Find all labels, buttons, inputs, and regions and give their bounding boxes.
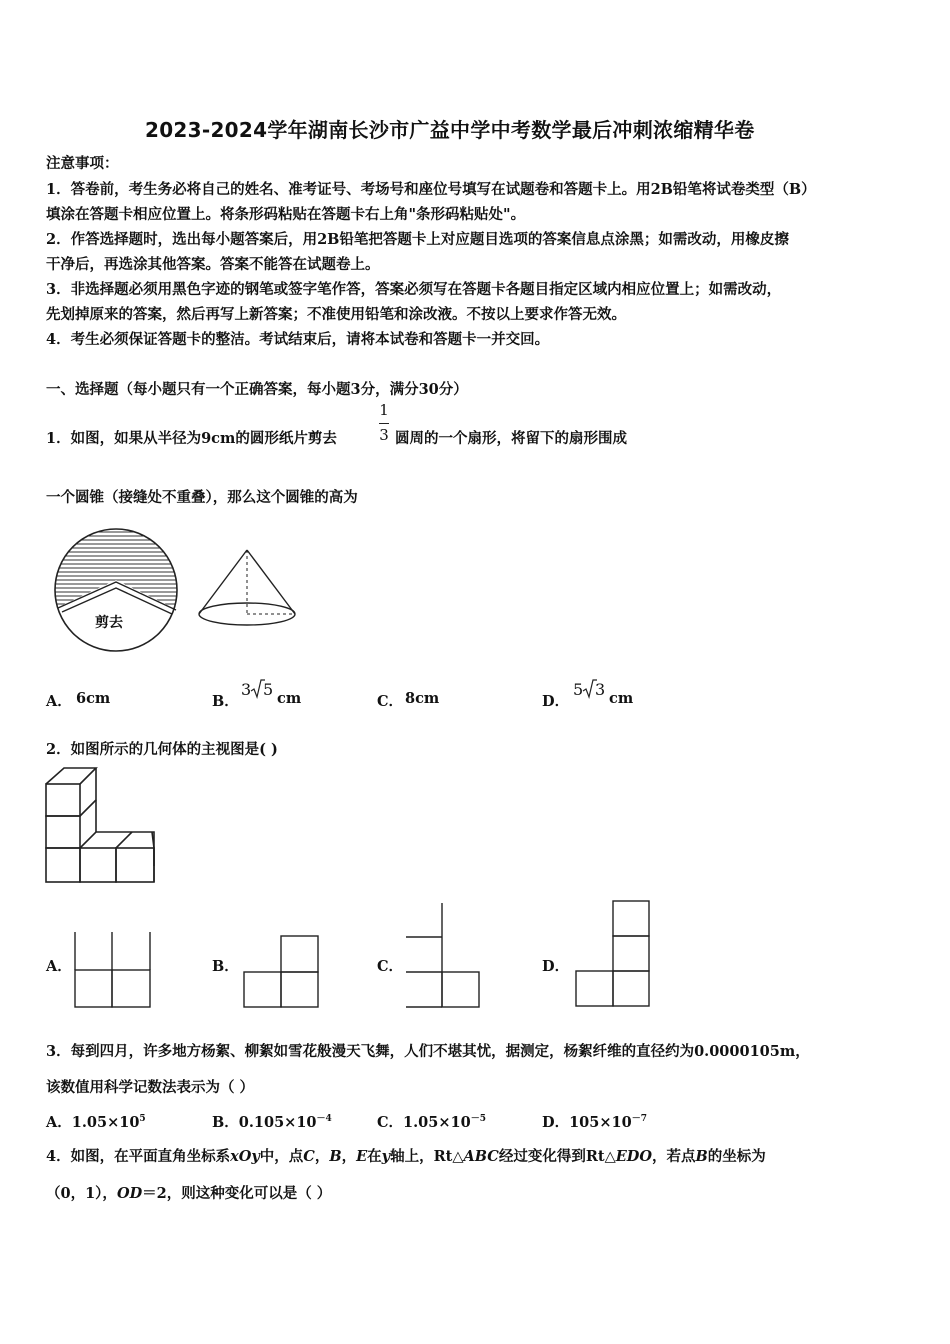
q1-option-b-coef: 3 [241,680,252,699]
q1-cut-label: 剪去 [95,615,123,631]
q3-option-a-base: 1.05×10 [71,1114,140,1131]
notice-line: 填涂在答题卡相应位置上。将条形码粘贴在答题卡右上角"条形码粘贴处"。 [46,206,526,223]
q2-option-a-figure [74,932,154,1008]
q1-option-c-value: 8cm [405,690,440,707]
q4-var-od: OD [116,1185,143,1202]
q1-option-d-coef: 5 [573,680,584,699]
q1-text-part1: 1．如图，如果从半径为9cm的圆形纸片剪去 [46,430,337,447]
q3-option-d [542,1111,647,1132]
q4-seg: 中，点 [259,1148,304,1165]
q4-var-y: y [381,1148,391,1165]
q3-option-d-base: 105×10 [569,1114,632,1131]
q4-var-c: C [303,1148,315,1165]
q4-seg: 轴上，Rt△ [390,1148,464,1165]
q2-option-a-label: A． [46,958,72,975]
notice-line: 1．答卷前，考生务必将自己的姓名、准考证号、考场号和座位号填写在试题卷和答题卡上。用2B铅笔将试卷类型（B） [46,181,816,198]
q1-text-line2: 一个圆锥（接缝处不重叠），那么这个圆锥的高为 [46,489,358,506]
q1-text-part2: 圆周的一个扇形，将留下的扇形围成 [395,430,627,447]
q1-option-d-unit: cm [609,690,634,707]
notice-line: 3．非选择题必须用黑色字迹的钢笔或签字笔作答，答案必须写在答题卡各题目指定区域内相应位置上；如需改动， [46,281,782,298]
q1-option-b-radicand: 5 [263,680,274,699]
q2-option-d-figure [575,900,655,1010]
q1-option-a-value: 6cm [76,690,111,707]
q3-option-b-exp: －4 [316,1114,332,1125]
q2-option-b-label: B． [212,958,239,975]
notice-line: 4．考生必须保证答题卡的整洁。考试结束后，请将本试卷和答题卡一并交回。 [46,331,550,348]
q3-option-a [46,1111,146,1132]
q4-var-b: B [329,1148,342,1165]
q1-fraction-numerator: 1 [379,401,389,419]
q3-option-c-label: C． [377,1114,404,1131]
q1-option-b-unit: cm [277,690,302,707]
notice-line: 2．作答选择题时，选出每小题答案后，用2B铅笔把答题卡上对应题目选项的答案信息点涂黑；如需改动，用橡皮擦 [46,231,789,248]
q3-option-a-exp: 5 [139,1114,146,1125]
q4-seg: 在 [367,1148,382,1165]
q1-cone-figure [196,548,306,630]
q3-option-b-label: B． [212,1114,239,1131]
q3-option-c-exp: －5 [470,1114,486,1125]
q4-seg: ＝2，则这种变化可以是（ ） [142,1185,332,1202]
notice-heading: 注意事项： [46,155,119,172]
q2-solid-figure [44,766,159,886]
q1-option-a-label: A． [46,693,72,710]
q1-fraction-bar [379,423,389,424]
q4-text-line1 [46,1145,766,1166]
q1-option-b-label: B． [212,693,239,710]
q4-seg: （0，1）， [46,1185,117,1202]
q4-seg: ，若点 [652,1148,696,1165]
q3-text-line2: 该数值用科学记数法表示为（ ） [46,1079,255,1096]
q3-option-d-label: D． [542,1114,570,1131]
q4-text-line2 [46,1182,331,1203]
q4-var-edo: EDO [615,1148,653,1165]
q3-option-c [377,1111,486,1132]
q1-option-d-radicand: 3 [595,680,606,699]
q1-option-c-label: C． [377,693,404,710]
q4-seg: ， [314,1148,330,1165]
q1-option-d-label: D． [542,693,570,710]
q1-circle-figure [48,528,188,658]
q3-option-b-base: 0.105×10 [238,1114,317,1131]
q2-text: 2．如图所示的几何体的主视图是( ) [46,741,278,758]
q4-var-b: B [695,1148,708,1165]
q4-seg: 经过变化得到Rt△ [498,1148,616,1165]
q3-text-line1: 3．每到四月，许多地方杨絮、柳絮如雪花般漫天飞舞，人们不堪其忧，据测定，杨絮纤维的直径约为0.0000105m， [46,1043,810,1060]
q1-fraction-denominator: 3 [379,426,389,444]
section-heading: 一、选择题（每小题只有一个正确答案，每小题3分，满分30分） [46,381,468,398]
q3-option-b [212,1111,332,1132]
q2-option-b-figure [243,935,323,1009]
page-title: 2023-2024学年湖南长沙市广益中学中考数学最后冲刺浓缩精华卷 [145,118,755,142]
q4-var-abc: ABC [463,1148,499,1165]
q3-option-a-label: A． [46,1114,72,1131]
q4-seg: 4．如图，在平面直角坐标系 [46,1148,231,1165]
q2-option-c-label: C． [377,958,404,975]
q3-option-c-base: 1.05×10 [403,1114,471,1131]
q2-option-d-label: D． [542,958,570,975]
notice-line: 干净后，再选涂其他答案。答案不能答在试题卷上。 [46,256,380,273]
q4-seg: ， [341,1148,357,1165]
q3-option-d-exp: －7 [631,1114,647,1125]
q4-var-e: E [356,1148,368,1165]
q2-option-c-figure [404,902,484,1008]
q4-seg: 的坐标为 [707,1148,766,1165]
notice-line: 先划掉原来的答案，然后再写上新答案；不准使用铅笔和涂改液。不按以上要求作答无效。 [46,306,626,323]
q4-var-xoy: xOy [230,1148,260,1165]
